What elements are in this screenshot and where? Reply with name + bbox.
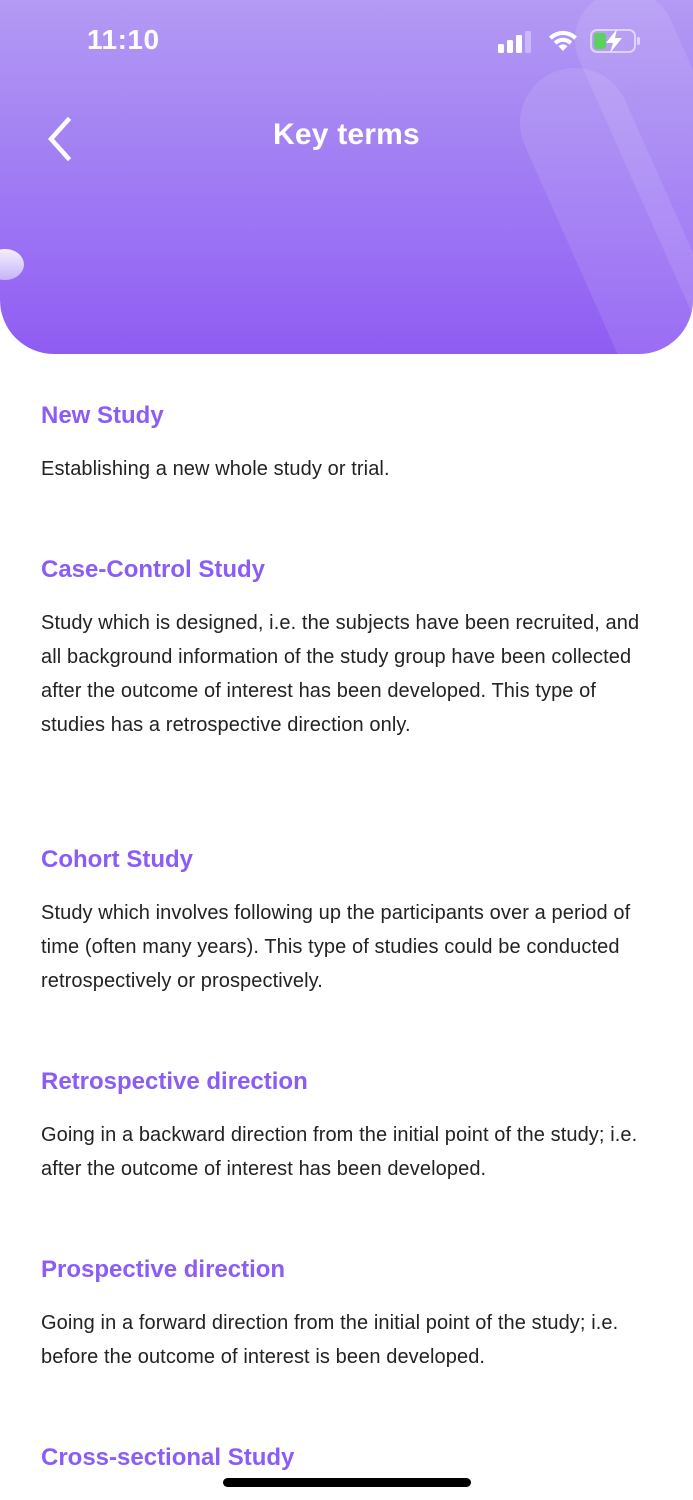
term-item xyxy=(41,554,656,742)
term-description: Study which involves following up the participants over a period of time (often many years). This type of studies could be conducted retrospectively or prospectively. xyxy=(41,902,631,992)
term-item xyxy=(41,1254,656,1374)
term-description: Going in a forward direction from the initial point of the study; i.e. before the outcome of interest is been developed. xyxy=(41,1312,619,1368)
status-bar xyxy=(0,0,693,84)
wifi-icon xyxy=(547,28,579,52)
home-indicator[interactable] xyxy=(223,1478,471,1487)
term-item xyxy=(41,844,656,998)
term-title: Prospective direction xyxy=(41,1256,286,1283)
term-title: Retrospective direction xyxy=(41,1068,308,1095)
term-title: Cross-sectional Study xyxy=(41,1444,295,1471)
term-description: Establishing a new whole study or trial. xyxy=(41,458,390,480)
cellular-signal-icon xyxy=(498,31,534,53)
status-time: 11:10 xyxy=(87,24,160,55)
term-item xyxy=(41,1066,656,1186)
header-banner xyxy=(0,0,693,354)
term-description: Study which is designed, i.e. the subjects have been recruited, and all background information of the study group have been collected after the outcome of interest has been developed. This type of studies has a retrospective direction only. xyxy=(41,612,640,736)
decorative-dot xyxy=(0,249,24,280)
page-title: Key terms xyxy=(273,118,420,151)
term-title: Case-Control Study xyxy=(41,556,266,583)
battery-charging-icon xyxy=(590,28,642,54)
term-title: Cohort Study xyxy=(41,846,193,873)
term-title: New Study xyxy=(41,402,164,429)
term-description: Going in a backward direction from the initial point of the study; i.e. after the outcome of interest has been developed. xyxy=(41,1124,638,1180)
term-item xyxy=(41,1442,656,1474)
term-item xyxy=(41,400,656,486)
